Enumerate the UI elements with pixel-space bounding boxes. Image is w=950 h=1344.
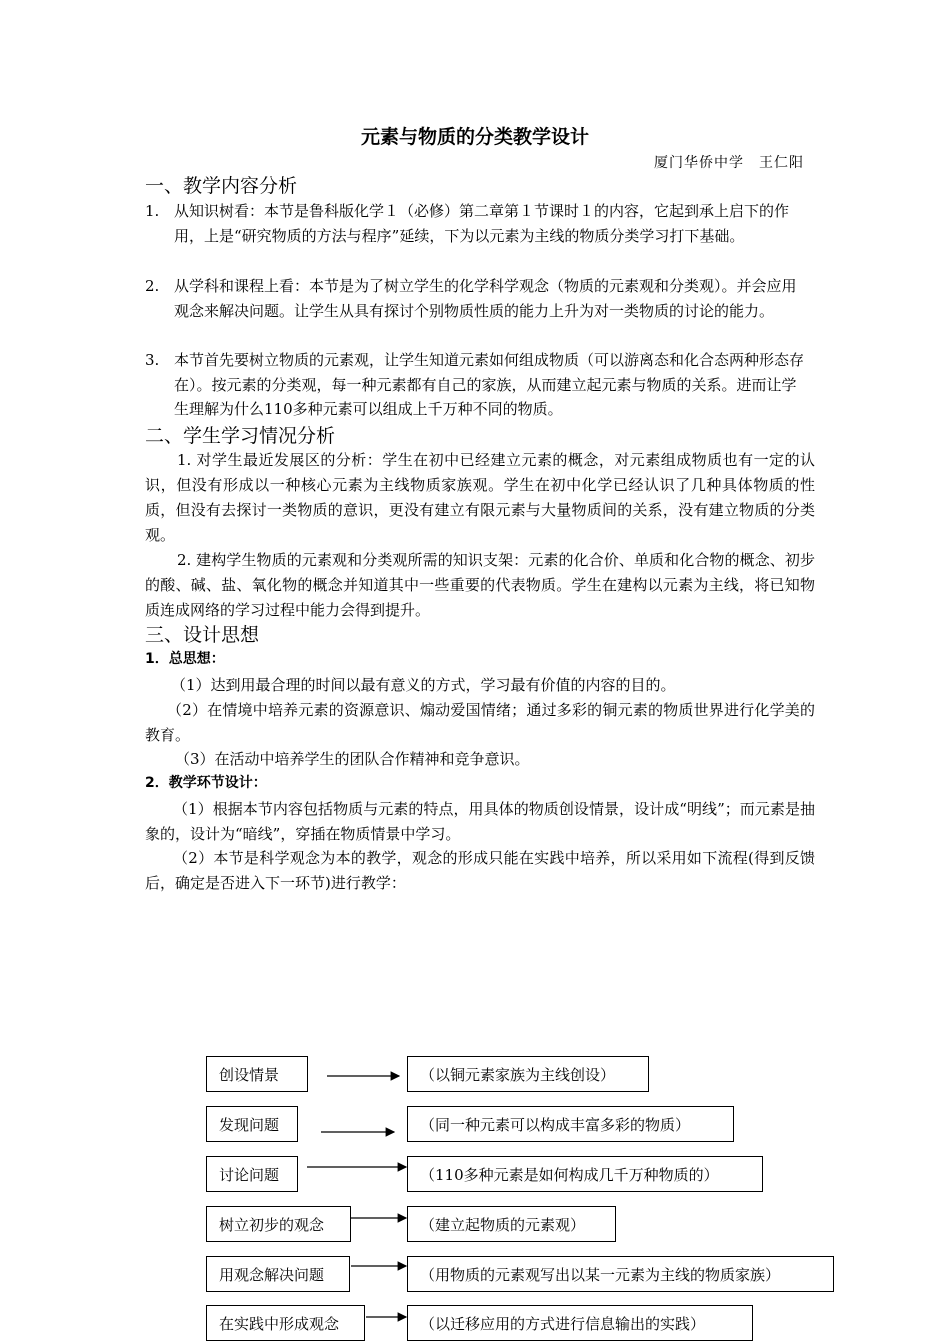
flow-note-box: （同一种元素可以构成丰富多彩的物质） bbox=[407, 1106, 734, 1142]
flow-step-box: 发现问题 bbox=[206, 1106, 298, 1142]
flow-note-box: （以铜元素家族为主线创设） bbox=[407, 1056, 649, 1092]
section-heading-student-analysis: 二、学生学习情况分析 bbox=[145, 425, 336, 447]
paragraph: 2. 建构学生物质的元素观和分类观所需的知识支架：元素的化合价、单质和化合物的概念、初步的酸、碱、盐、氧化物的概念并知道其中一些重要的代表物质。学生在建构以元素为主线，将已知物质连成网络的学习过程中能力会得到提升。 bbox=[145, 551, 815, 619]
flow-note-box: （用物质的元素观写出以某一元素为主线的物质家族） bbox=[407, 1256, 834, 1292]
list-item-number: 2. bbox=[145, 277, 160, 295]
flow-note-box: （以迁移应用的方式进行信息输出的实践） bbox=[407, 1305, 753, 1341]
flow-step-box: 在实践中形成观念 bbox=[206, 1305, 365, 1341]
flow-note-box: （110多种元素是如何构成几千万种物质的） bbox=[407, 1156, 763, 1192]
list-item-number: 3. bbox=[145, 351, 160, 369]
paragraph: （2）在情境中培养元素的资源意识、煽动爱国情绪；通过多彩的铜元素的物质世界进行化学美的教育。 bbox=[145, 701, 815, 744]
paragraph: （1）达到用最合理的时间以最有意义的方式，学习最有价值的内容的目的。 bbox=[171, 676, 676, 694]
paragraph: （1）根据本节内容包括物质与元素的特点，用具体的物质创设情景，设计成“明线”；而元素是抽象的，设计为“暗线”，穿插在物质情景中学习。 bbox=[145, 800, 815, 843]
subheading-teaching-steps: 2．教学环节设计： bbox=[145, 775, 267, 791]
section-heading-design-idea: 三、设计思想 bbox=[145, 624, 260, 646]
list-item-text: 从学科和课程上看：本节是为了树立学生的化学科学观念（物质的元素观和分类观）。并会应用观念来解决问题。让学生从具有探讨个别物质性质的能力上升为对一类物质的讨论的能力。 bbox=[174, 277, 797, 320]
section-heading-content-analysis: 一、教学内容分析 bbox=[145, 175, 298, 197]
list-item-text: 本节首先要树立物质的元素观，让学生知道元素如何组成物质（可以游离态和化合态两种形态存在）。按元素的分类观，每一种元素都有自己的家族，从而建立起元素与物质的关系。进而让学生理解为什么110多种元素可以组成上千万种不同的物质。 bbox=[174, 351, 805, 418]
list-item-number: 1. bbox=[145, 202, 160, 220]
paragraph: （2）本节是科学观念为本的教学，观念的形成只能在实践中培养，所以采用如下流程(得到反馈后，确定是否进入下一环节)进行教学： bbox=[145, 849, 815, 892]
flow-step-box: 讨论问题 bbox=[206, 1156, 298, 1192]
flow-step-box: 创设情景 bbox=[206, 1056, 308, 1092]
flow-note-box: （建立起物质的元素观） bbox=[407, 1206, 616, 1242]
paragraph: 1. 对学生最近发展区的分析：学生在初中已经建立元素的概念，对元素组成物质也有一定的认识，但没有形成以一种核心元素为主线物质家族观。学生在初中化学已经认识了几种具体物质的性质，但没有去探讨一类物质的意识，更没有建立有限元素与大量物质间的关系，没有建立物质的分类观。 bbox=[145, 451, 815, 544]
flow-step-box: 用观念解决问题 bbox=[206, 1256, 350, 1292]
list-item-text: 从知识树看：本节是鲁科版化学１（必修）第二章第１节课时１的内容，它起到承上启下的作用，上是“研究物质的方法与程序”延续，下为以元素为主线的物质分类学习打下基础。 bbox=[174, 202, 790, 245]
author-line: 厦门华侨中学 王仁阳 bbox=[654, 155, 804, 171]
subheading-overall-idea: 1．总思想： bbox=[145, 651, 225, 667]
flow-step-box: 树立初步的观念 bbox=[206, 1206, 351, 1242]
paragraph: （3）在活动中培养学生的团队合作精神和竞争意识。 bbox=[175, 750, 530, 768]
document-title: 元素与物质的分类教学设计 bbox=[360, 126, 589, 148]
